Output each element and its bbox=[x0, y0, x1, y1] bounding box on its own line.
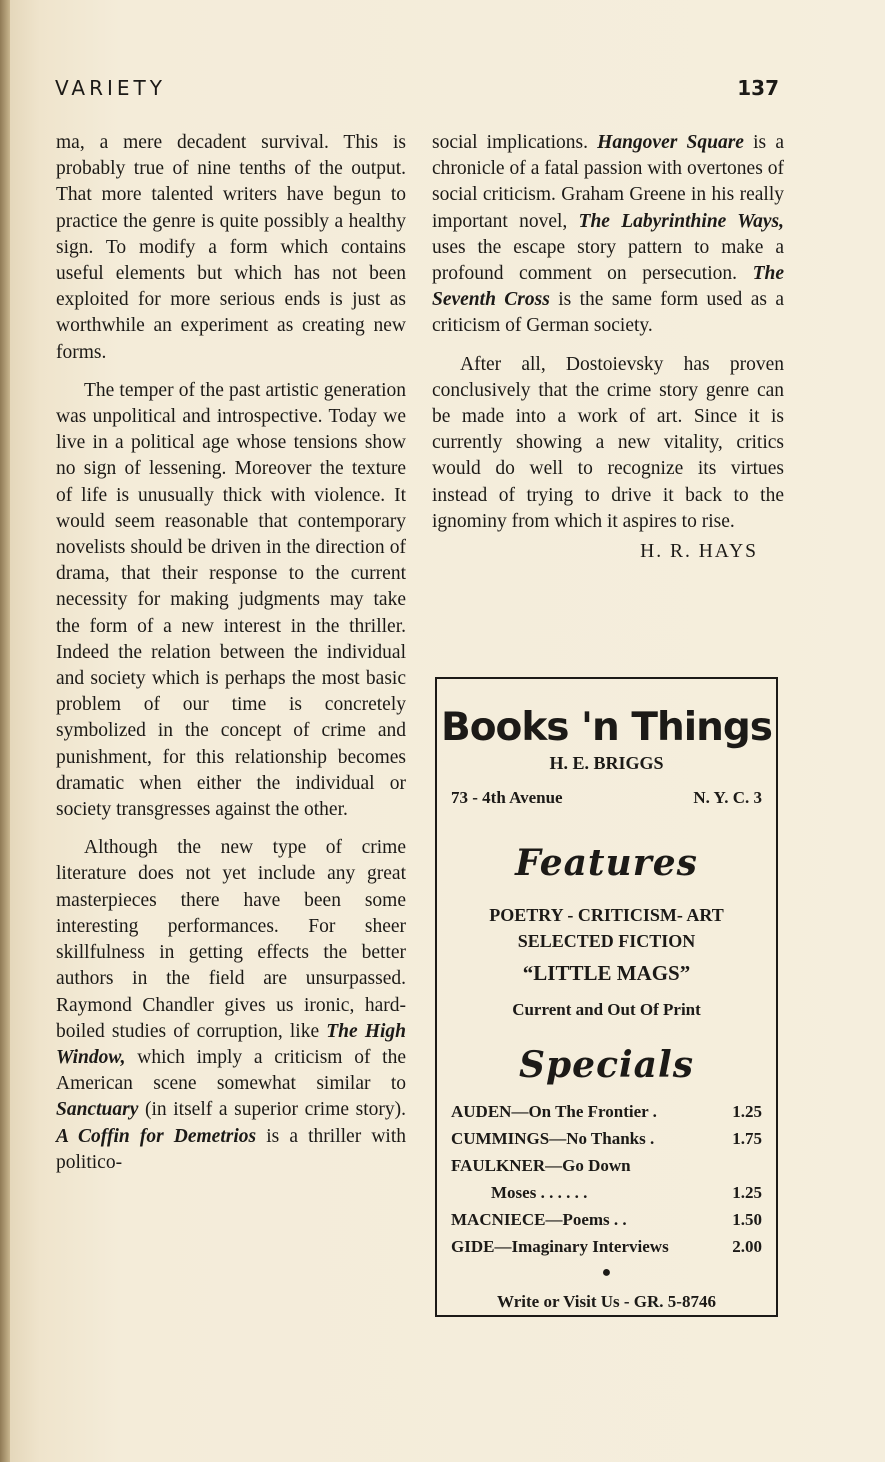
store-owner: H. E. BRIGGS bbox=[549, 753, 664, 773]
paragraph: Although the new type of crime literature does not yet include any great masterpieces there have been some interesting performances. For sheer skillfulness in getting effects the better authors in the field are unsurpassed. Raymond Chandler gives us ironic, hard-boiled studies of corruption, like The High Window, which imply a criticism of the American scene somewhat similar to Sanctuary (in itself a superior crime story). A Coffin for Demetrios is a thriller with politico- bbox=[56, 837, 407, 1173]
special-item: Moses . . . . . . 1.25 bbox=[491, 1183, 762, 1202]
right-column bbox=[432, 130, 784, 565]
specials-list bbox=[437, 1098, 776, 1260]
special-item: AUDEN—On The Frontier . 1.25 bbox=[451, 1102, 762, 1121]
specials-heading: Specials bbox=[519, 1044, 694, 1086]
contact-line: Write or Visit Us - GR. 5-8746 bbox=[497, 1292, 716, 1311]
paragraph: ma, a mere decadent survival. This is probably true of nine tenths of the output. That more talented writers have begun to practice the genre is quite possibly a healthy sign. To modify a form which contains useful elements but which has not been exploited for more serious ends is just as worthwhile an experiment as creating new forms. bbox=[56, 132, 406, 363]
paragraph: social implications. Hangover Square is a chronicle of a fatal passion with overtones of social criticism. Graham Greene in his really important novel, The Labyrinthine Ways, uses the escape story pattern to make a profound comment on persecution. The Seventh Cross is the same form used as a criticism of German society. bbox=[432, 132, 784, 337]
page-number: 137 bbox=[737, 76, 779, 100]
special-item: GIDE—Imaginary Interviews 2.00 bbox=[451, 1237, 762, 1256]
paragraph: After all, Dostoievsky has proven conclusively that the crime story genre can be made into a work of art. Since it is currently showing a new vitality, critics would do well to recognize its virtues instead of trying to drive it back to the ignominy from which it aspires to rise. bbox=[432, 353, 784, 532]
address-city: N. Y. C. 3 bbox=[693, 788, 762, 807]
author-byline: H. R. HAYS bbox=[640, 541, 758, 563]
running-head: VARIETY bbox=[55, 76, 166, 100]
store-name: Books 'n Things bbox=[441, 705, 772, 750]
bookstore-advertisement bbox=[435, 677, 778, 1317]
features-heading: Features bbox=[515, 842, 698, 884]
address-street: 73 - 4th Avenue bbox=[451, 788, 563, 807]
stock-note: Current and Out Of Print bbox=[512, 1000, 701, 1019]
paragraph: The temper of the past artistic generation was unpolitical and introspective. Today we live in a political age whose tensions show no sign of lessening. Moreover the texture of life is unusually thick with violence. It would seem reasonable that contemporary novelists should be driven in the direction of drama, that their response to the current necessity for making judgments may take the form of a new interest in the thriller. Indeed the relation between the individual and society which is perhaps the most basic problem of our time is concretely symbolized in the concept of crime and punishment, for this relationship becomes dramatic when either the individual or society transgresses against the other. bbox=[56, 379, 406, 821]
genre-item: POETRY - CRITICISM- ART bbox=[489, 905, 724, 925]
bullet-icon: ● bbox=[601, 1264, 612, 1281]
genre-item: “LITTLE MAGS” bbox=[522, 961, 691, 985]
special-item: CUMMINGS—No Thanks . 1.75 bbox=[451, 1129, 762, 1148]
store-address bbox=[437, 788, 776, 808]
page-header bbox=[55, 76, 779, 106]
special-item: FAULKNER—Go Down bbox=[451, 1156, 631, 1175]
left-column bbox=[56, 130, 406, 1176]
genre-list bbox=[437, 902, 776, 986]
genre-item: SELECTED FICTION bbox=[517, 931, 696, 951]
special-item: MACNIECE—Poems . . 1.50 bbox=[451, 1210, 762, 1229]
book-spine-edge bbox=[0, 0, 10, 1462]
